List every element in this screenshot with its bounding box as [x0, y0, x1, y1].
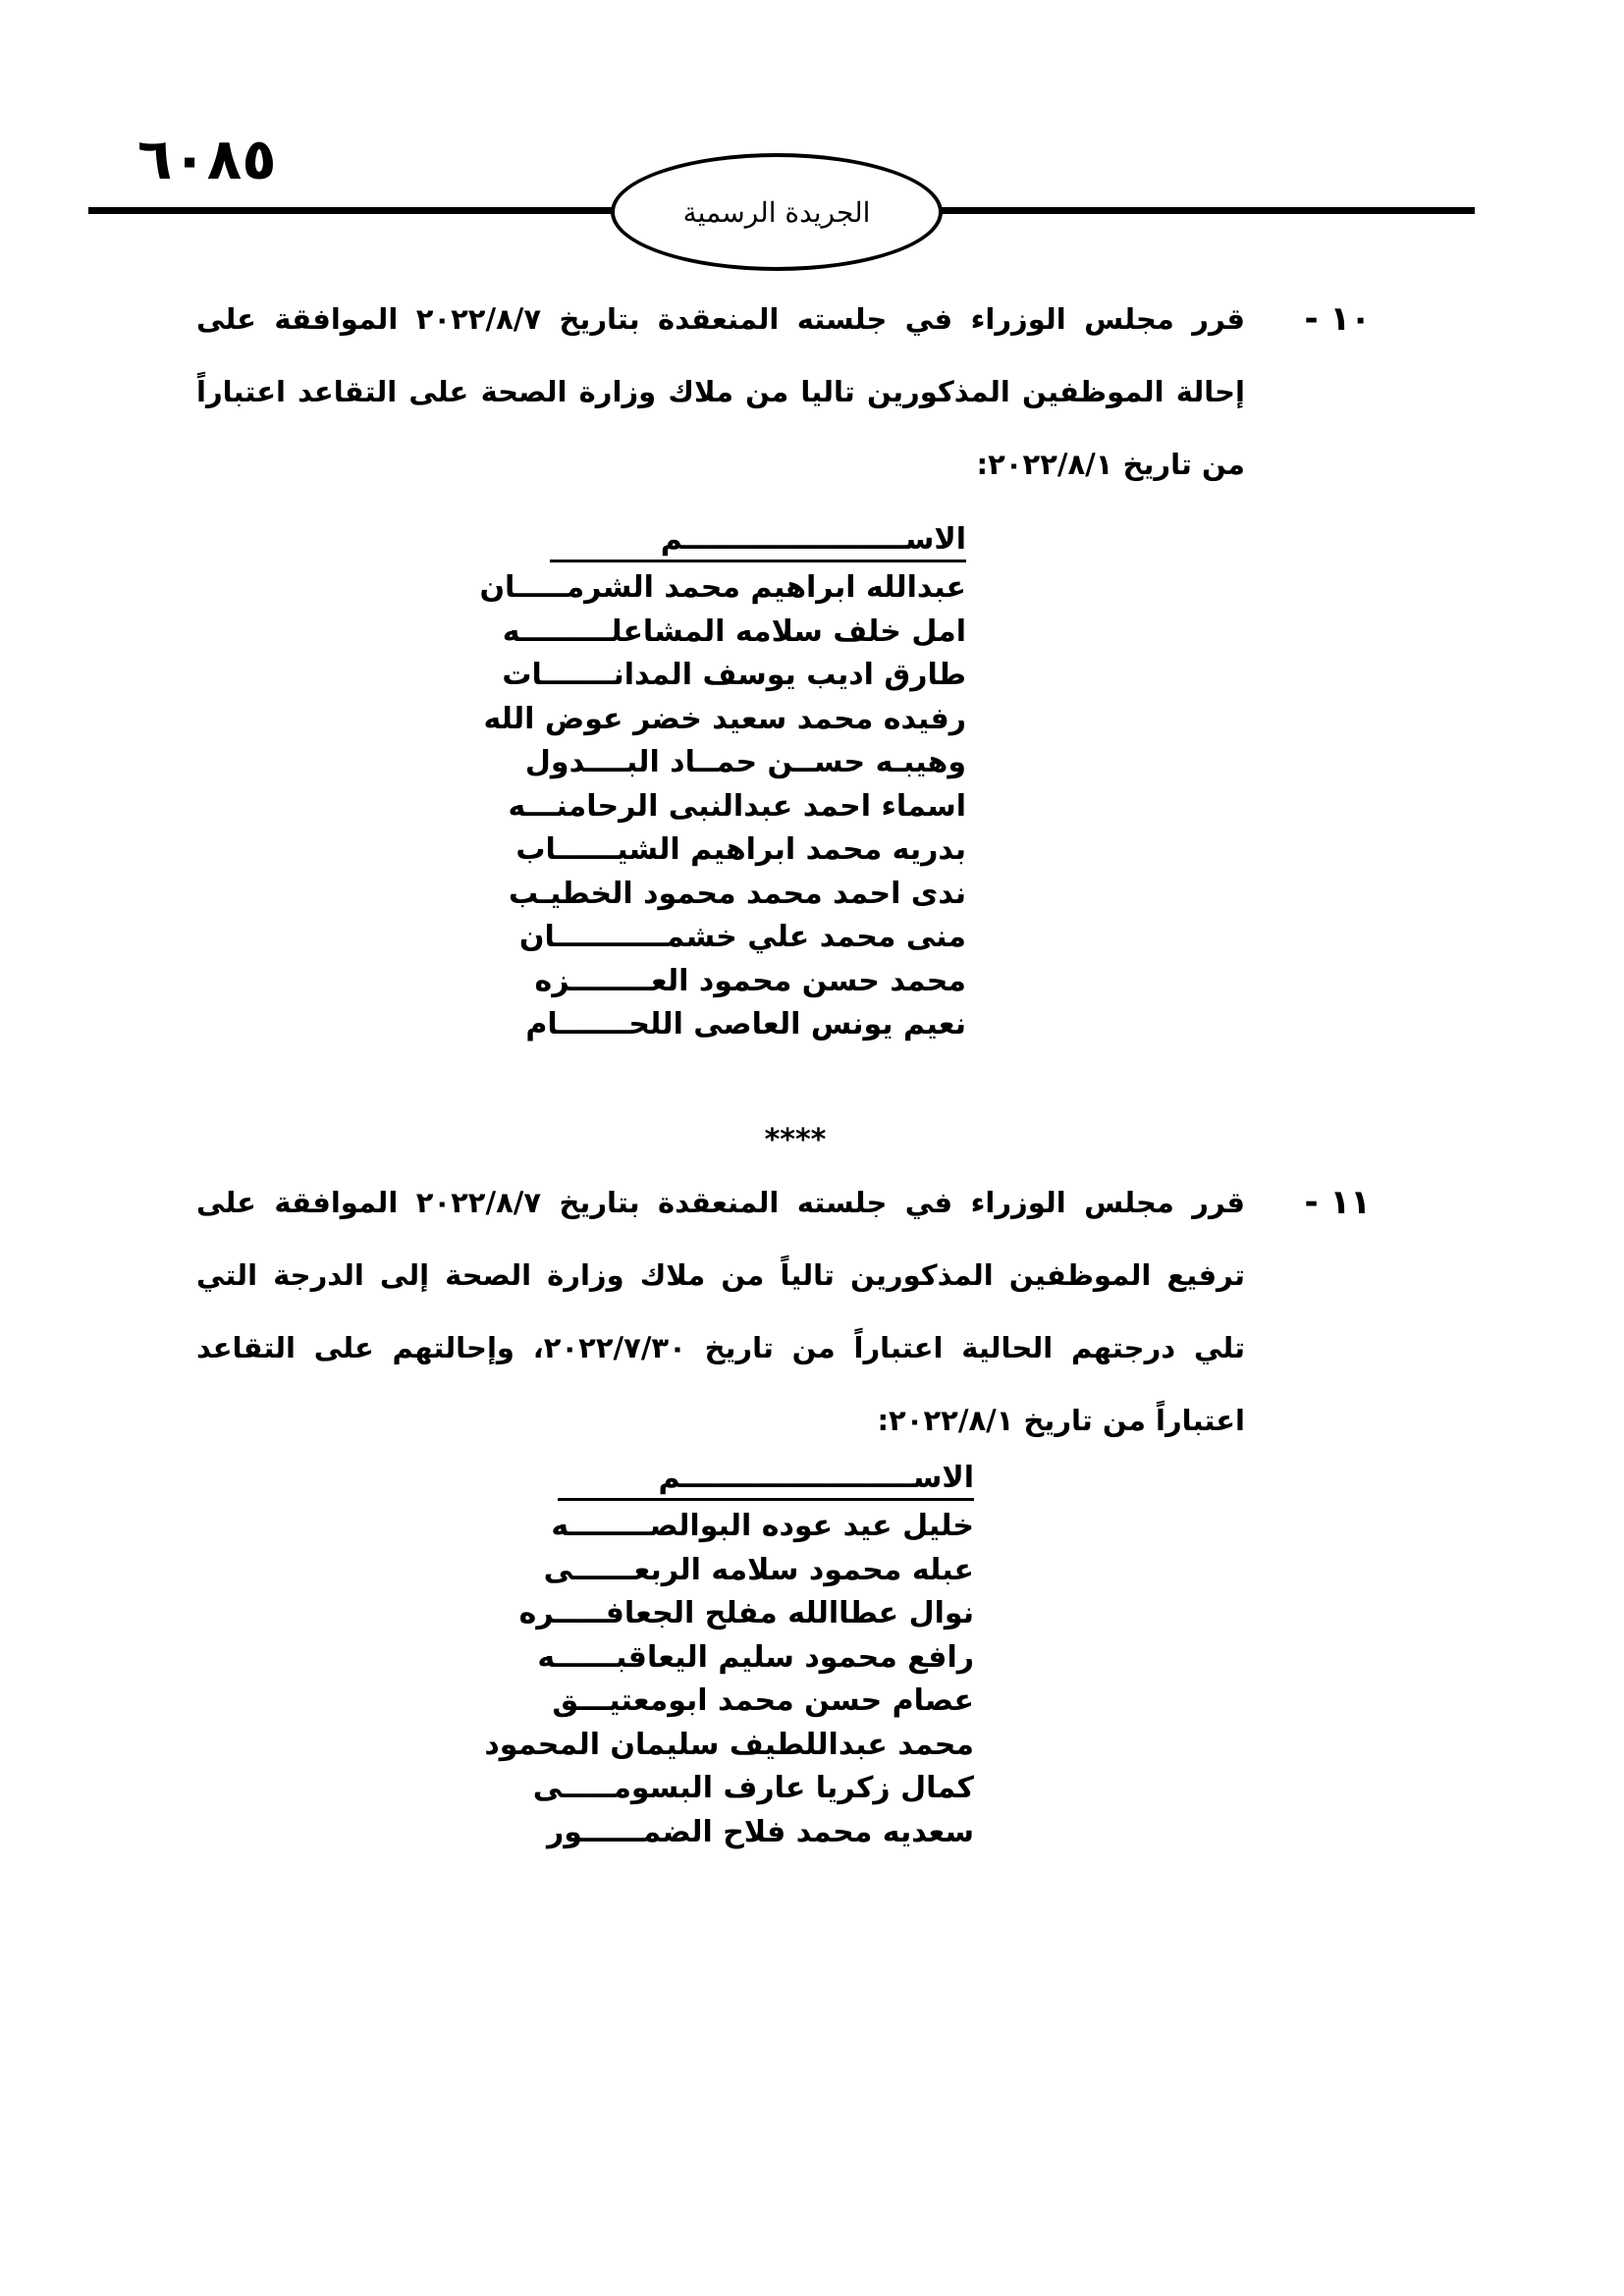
list-item: نوال عطاالله مفلح الجعافـــــره: [518, 1596, 974, 1630]
decision-11-names-list: [484, 1459, 974, 1854]
list-item: امل خلف سلامه المشاعلـــــــــه: [502, 614, 966, 649]
decision-10-paragraph: [196, 283, 1371, 501]
list-item: عصام حسن محمد ابومعتيـــق: [552, 1683, 974, 1718]
names-header: الاســــــــــــــــــــــم: [550, 520, 966, 562]
page-number: ٦٠٨٥: [137, 126, 277, 192]
list-item: خليل عيد عوده البوالصــــــــه: [551, 1509, 974, 1543]
decision-10-names-list: [479, 520, 966, 1047]
list-item: محمد عبداللطيف سليمان المحمود: [484, 1727, 974, 1762]
decision-10-text: قرر مجلس الوزراء في جلسته المنعقدة بتاريخ ٢٠٢٢/٨/٧ الموافقة على إحالة الموظفين المذكورين تاليا من ملاك وزارة الصحة على التقاعد اعتباراً من تاريخ ٢٠٢٢/٨/١:: [196, 302, 1246, 481]
list-item: سعديه محمد فلاح الضمــــــور: [546, 1814, 974, 1849]
section-separator: ****: [764, 1123, 827, 1157]
decision-11-number: ١١ -: [1304, 1183, 1371, 1222]
list-item: كمال زكريا عارف البسومـــــى: [532, 1771, 974, 1805]
list-item: اسماء احمد عبدالنبى الرحامنـــه: [508, 788, 966, 824]
list-item: وهيبـه حســن حمــاد البــــدول: [524, 745, 966, 779]
list-item: طارق اديب يوسف المدانـــــــات: [502, 658, 966, 692]
list-item: رافع محمود سليم اليعاقبــــــه: [537, 1639, 974, 1675]
list-item: عبله محمود سلامه الربعــــــى: [543, 1552, 974, 1587]
decision-11-text: قرر مجلس الوزراء في جلسته المنعقدة بتاريخ ٢٠٢٢/٨/٧ الموافقة على ترفيع الموظفين المذكورين تالياً من ملاك وزارة الصحة إلى الدرجة التي تلي درجتهم الحالية اعتباراً من تاريخ ٢٠٢٢/٧/٣٠، وإحالتهم على التقاعد اعتباراً من تاريخ ٢٠٢٢/٨/١:: [196, 1186, 1246, 1437]
list-item: رفيده محمد سعيد خضر عوض الله: [483, 701, 966, 736]
list-item: محمد حسن محمود العــــــــزه: [534, 963, 966, 998]
names-header: الاســـــــــــــــــــــــم: [558, 1459, 974, 1501]
list-item: نعيم يونس العاصى اللحـــــــام: [525, 1007, 966, 1041]
decision-11-paragraph: [196, 1166, 1371, 1457]
list-item: عبدالله ابراهيم محمد الشرمـــــان: [479, 570, 966, 605]
list-item: منى محمد علي خشمـــــــــــان: [518, 920, 966, 954]
gazette-title: الجريدة الرسمية: [682, 195, 871, 229]
decision-10-number: ١٠ -: [1304, 299, 1371, 339]
list-item: ندى احمد محمد محمود الخطيـب: [508, 876, 966, 911]
list-item: بدريه محمد ابراهيم الشيــــــاب: [515, 832, 966, 867]
gazette-title-oval: [611, 153, 943, 271]
